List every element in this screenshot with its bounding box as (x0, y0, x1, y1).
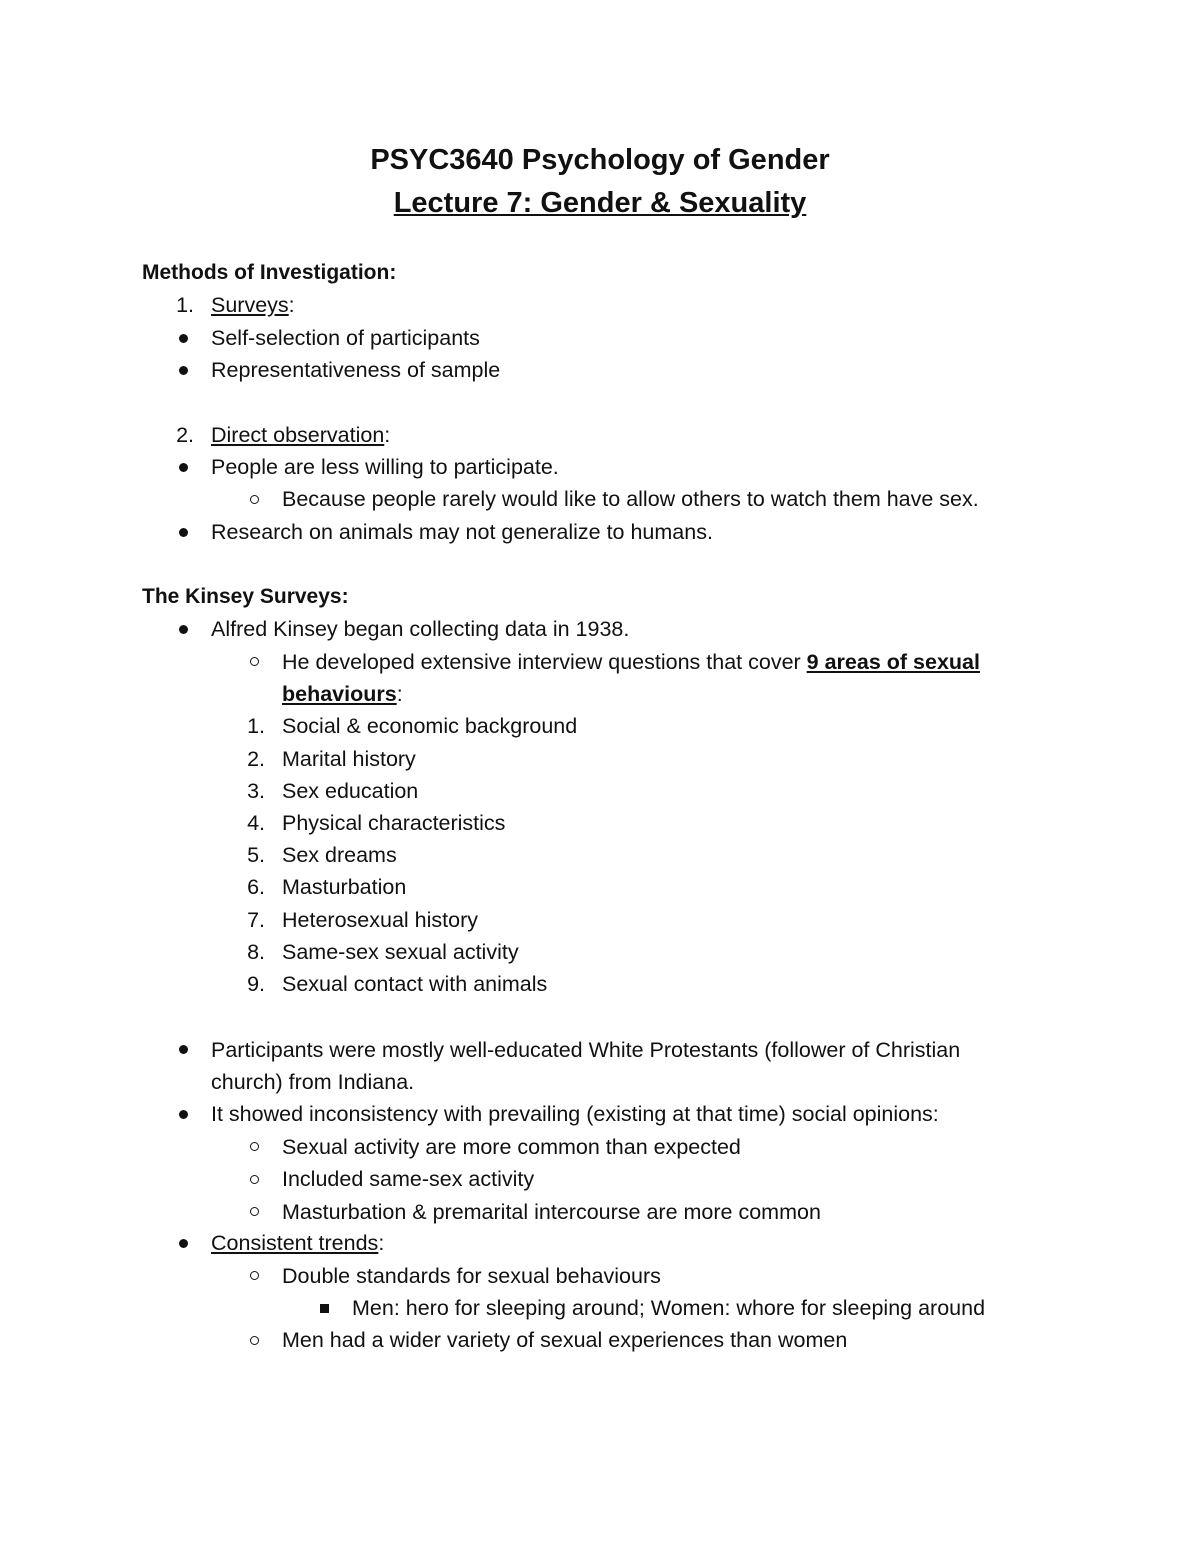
kinsey-heading: The Kinsey Surveys: (142, 585, 349, 608)
surveys-point-2: Representativeness of sample (211, 358, 501, 382)
participants-line-2: church) from Indiana. (211, 1070, 415, 1094)
kinsey-developed-prefix: He developed extensive interview questions that cover (282, 650, 807, 674)
trends-item (211, 1229, 384, 1257)
surveys-label: Surveys (211, 293, 289, 317)
observation-point-2: Research on animals may not generalize to humans. (211, 520, 713, 544)
area-item: Marital history (282, 747, 416, 771)
area-item: Sex education (282, 779, 419, 803)
inconsistency-point-2: Included same-sex activity (282, 1167, 535, 1191)
observation-point-1-sub: Because people rarely would like to allow others to watch them have sex. (282, 487, 979, 511)
observation-item (211, 421, 390, 449)
area-number: 2. (247, 747, 265, 771)
bullet-dot-icon (179, 625, 188, 634)
area-item: Physical characteristics (282, 811, 506, 835)
kinsey-developed-suffix: : (396, 682, 403, 706)
bullet-dot-icon (179, 366, 188, 375)
observation-point-1: People are less willing to participate. (211, 455, 559, 479)
kinsey-nine-areas: 9 areas of sexual (806, 650, 980, 674)
kinsey-began: Alfred Kinsey began collecting data in 1938. (211, 617, 630, 641)
inconsistency-point-1: Sexual activity are more common than expected (282, 1135, 741, 1159)
bullet-dot-icon (179, 334, 188, 343)
bullet-dot-icon (179, 528, 188, 537)
surveys-number: 1. (176, 293, 194, 317)
area-number: 6. (247, 875, 265, 899)
bullet-circle-icon (250, 1271, 259, 1280)
bullet-circle-icon (250, 1207, 259, 1216)
bullet-dot-icon (179, 463, 188, 472)
bullet-circle-icon (250, 1336, 259, 1345)
bullet-square-icon (320, 1304, 329, 1313)
surveys-point-1: Self-selection of participants (211, 326, 480, 350)
area-number: 4. (247, 811, 265, 835)
surveys-suffix: : (288, 293, 295, 317)
observation-number: 2. (176, 423, 194, 447)
area-item: Same-sex sexual activity (282, 940, 519, 964)
area-number: 9. (247, 972, 265, 996)
area-item: Masturbation (282, 875, 407, 899)
wider-variety-item: Men had a wider variety of sexual experiences than women (282, 1328, 848, 1352)
area-item: Sexual contact with animals (282, 972, 548, 996)
area-item: Sex dreams (282, 843, 397, 867)
surveys-item (211, 291, 295, 319)
trends-suffix: : (378, 1231, 385, 1255)
trends-label: Consistent trends (211, 1231, 379, 1255)
double-standards-item: Double standards for sexual behaviours (282, 1264, 661, 1288)
area-number: 5. (247, 843, 265, 867)
bullet-circle-icon (250, 1175, 259, 1184)
observation-suffix: : (384, 423, 391, 447)
kinsey-behaviours: behaviours (282, 682, 397, 706)
bullet-circle-icon (250, 1142, 259, 1151)
area-item: Heterosexual history (282, 908, 478, 932)
kinsey-developed (282, 648, 980, 676)
kinsey-developed-cont (282, 680, 403, 708)
methods-heading: Methods of Investigation: (142, 261, 397, 284)
area-number: 8. (247, 940, 265, 964)
bullet-dot-icon (179, 1110, 188, 1119)
bullet-dot-icon (179, 1045, 188, 1054)
course-title: PSYC3640 Psychology of Gender (370, 144, 830, 176)
inconsistency-point-3: Masturbation & premarital intercourse are more common (282, 1200, 821, 1224)
area-number: 7. (247, 908, 265, 932)
bullet-dot-icon (179, 1239, 188, 1248)
inconsistency-item: It showed inconsistency with prevailing (existing at that time) social opinions: (211, 1102, 939, 1126)
area-number: 1. (247, 714, 265, 738)
bullet-circle-icon (250, 657, 259, 666)
bullet-circle-icon (250, 495, 259, 504)
participants-line-1: Participants were mostly well-educated White Protestants (follower of Christian (211, 1038, 961, 1062)
lecture-title: Lecture 7: Gender & Sexuality (393, 187, 807, 219)
area-number: 3. (247, 779, 265, 803)
double-standards-detail: Men: hero for sleeping around; Women: whore for sleeping around (352, 1296, 986, 1320)
area-item: Social & economic background (282, 714, 578, 738)
observation-label: Direct observation (211, 423, 385, 447)
